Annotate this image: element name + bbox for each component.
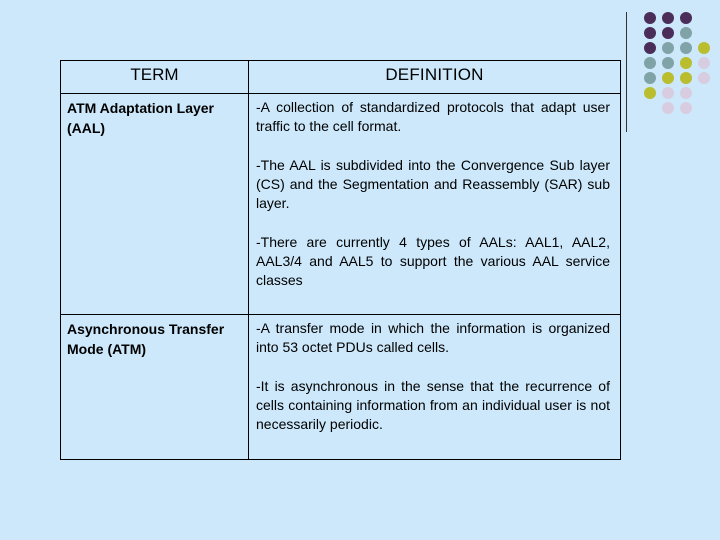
dot xyxy=(680,27,692,39)
dot xyxy=(680,57,692,69)
dot xyxy=(680,72,692,84)
dot xyxy=(680,102,692,114)
dot xyxy=(662,12,674,24)
header-row xyxy=(61,61,621,94)
dot xyxy=(662,42,674,54)
dot xyxy=(662,102,674,114)
dot xyxy=(662,27,674,39)
definition-paragraph: -A transfer mode in which the information is organized into 53 octet PDUs called cells. xyxy=(256,320,610,355)
header-term: TERM xyxy=(61,61,249,94)
dot xyxy=(662,72,674,84)
definition-paragraph: -There are currently 4 types of AALs: AAL1, AAL2, AAL3/4 and AAL5 to support the various AAL service classes xyxy=(256,234,610,288)
definition-paragraph: -It is asynchronous in the sense that the recurrence of cells containing information from an individual user is not necessarily periodic. xyxy=(256,378,610,432)
dot xyxy=(680,42,692,54)
definition-cell xyxy=(249,315,621,460)
dot xyxy=(644,27,656,39)
dot xyxy=(644,42,656,54)
dot xyxy=(680,12,692,24)
dot xyxy=(698,42,710,54)
dot xyxy=(644,72,656,84)
term-cell: Asynchronous Transfer Mode (ATM) xyxy=(61,315,249,460)
dot xyxy=(662,87,674,99)
table-row xyxy=(61,315,621,460)
dot xyxy=(644,87,656,99)
term-cell: ATM Adaptation Layer (AAL) xyxy=(61,94,249,315)
table-row xyxy=(61,94,621,315)
definition-paragraph: -The AAL is subdivided into the Convergence Sub layer (CS) and the Segmentation and Reassembly (SAR) sub layer. xyxy=(256,157,610,211)
header-definition: DEFINITION xyxy=(249,61,621,94)
dot xyxy=(680,87,692,99)
vertical-divider-line xyxy=(626,12,627,132)
terms-table xyxy=(60,60,621,460)
dot xyxy=(644,12,656,24)
dot xyxy=(662,57,674,69)
dot xyxy=(698,72,710,84)
dot xyxy=(698,57,710,69)
definition-cell xyxy=(249,94,621,315)
definition-paragraph: -A collection of standardized protocols that adapt user traffic to the cell format. xyxy=(256,99,610,134)
dot xyxy=(644,57,656,69)
